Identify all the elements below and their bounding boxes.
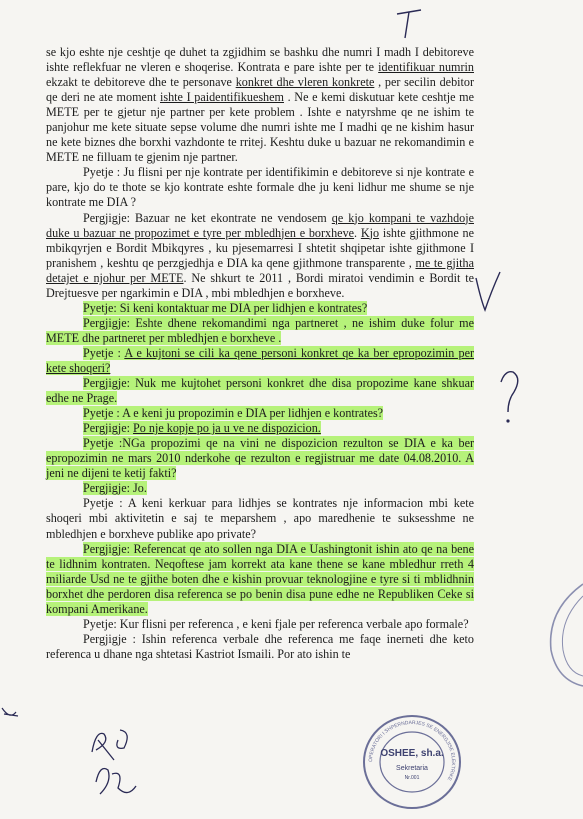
paragraph bbox=[46, 481, 474, 496]
highlighted-text: Pyetje: Si keni kontaktuar me DIA per lidhjen e kontrates? bbox=[83, 300, 368, 315]
paragraph bbox=[46, 211, 474, 301]
paragraph bbox=[46, 301, 474, 316]
paragraph-text: se kjo eshte nje ceshtje qe duhet ta zgjidhim se bashku dhe numri I madh I debitoreve ishte reflekfuar ne vleren e shoqerise. Kontrata e pare ishte per te bbox=[46, 45, 474, 75]
stamp-company: OSHEE, sh.a. bbox=[380, 748, 444, 759]
handwritten-signatures bbox=[0, 690, 160, 810]
highlighted-text: Pergjigje: Eshte dhene rekomandimi nga partneret , ne ishim duke folur me METE dhe partneret per mbledhjen e borxheve . bbox=[46, 315, 474, 345]
paragraph-text: Pergjigje : Ishin referenca verbale dhe referenca me faqe inerneti dhe keto referenca u dhane nga shtetasi Kastriot Ismaili. Por ato ishin te bbox=[46, 631, 474, 661]
highlighted-text: Po nje kopje po ja u ve ne dispozicion. bbox=[133, 421, 321, 436]
paragraph-text: . bbox=[354, 225, 361, 240]
paragraph-text: ekzakt te debitoreve dhe te personave bbox=[46, 75, 236, 90]
stamp-department: Sekretaria bbox=[396, 765, 428, 772]
highlighted-text: Pyetje :NGa propozimi qe na vini ne dispozicion rezulton se DIA e ka ber epropozimin ne mars 2010 nderkohe qe rezulton e regjistruar me date 04.08.2010. A jeni ne dijeni te ketij fakti? bbox=[46, 436, 474, 481]
paragraph-text: Pyetje : A keni kerkuar para lidhjes se kontrates nje informacion mbi kete shoqeri mbi aktivitetin e saj te meparshem , apo maredhenie te suksesshme ne mbledhjen e borxheve publike apo private? bbox=[46, 496, 474, 541]
highlighted-text: Pergjigje: bbox=[83, 421, 134, 436]
paragraph bbox=[46, 617, 474, 632]
highlighted-text: Pergjigje: Referencat qe ato sollen nga DIA e Uashingtonit ishin ato qe na bene te lidhnim kontraten. Neqoftese jam korrekt ata kane thene se kane mbledhur rreth 4 miliarde Usd ne te gjithe boten dhe e kishin provuar teknologjine e tyre si ti mblidhnin borxhet dhe perdoren disa referenca se po benin disa pune edhe ne Republiken Ceke si kompani Amerikane. bbox=[46, 541, 474, 616]
highlighted-text: Pyetje : bbox=[83, 345, 125, 360]
paragraph-text: konkret dhe vleren konkrete bbox=[235, 75, 375, 90]
partial-stamp-right-edge bbox=[545, 580, 583, 690]
highlighted-text: Pergjigje: Jo. bbox=[83, 481, 147, 496]
paragraph-text: , per secilin debitor qe deri ne ate moment bbox=[46, 75, 474, 105]
paragraph-text: Pergjigje: Bazuar ne ket ekontrate ne vendosem bbox=[83, 210, 332, 225]
highlighted-text: Pergjigje: Nuk me kujtohet personi konkret dhe disa propozime kane shkuar edhe ne Prage. bbox=[46, 376, 474, 406]
paragraph bbox=[46, 496, 474, 541]
paragraph-text: qe kjo kompani te vazhdoje duke u bazuar ne propozimet e tyre per mbledhjen e borxheve bbox=[46, 210, 474, 240]
paragraph bbox=[46, 436, 474, 481]
paragraph-text: identifikuar numrin bbox=[378, 60, 474, 75]
handwritten-question-mark bbox=[495, 368, 523, 428]
paragraph bbox=[46, 542, 474, 617]
paragraph bbox=[46, 346, 474, 376]
handwritten-mark-top bbox=[395, 4, 425, 44]
paragraph-text: Kjo bbox=[360, 225, 380, 240]
highlighted-text: A e kujtoni se cili ka qene personi konkret qe ka ber epropozimin per kete shoqeri? bbox=[46, 345, 474, 375]
paragraph-text: ishte gjithmone ne mbikqyrjen e Bordit Mbikqyres , ku pjesemarresi I shtetit shqipetar ishte gjithmone I pranishem , keshtu qe perzgjedhja e DIA ka qene gjithmone transparente , bbox=[46, 225, 474, 270]
paragraph bbox=[46, 45, 474, 165]
official-stamp bbox=[356, 712, 468, 812]
stamp-number: Nr.001 bbox=[404, 775, 420, 781]
paragraph bbox=[46, 406, 474, 421]
paragraph-text: ishte I paidentifikueshem bbox=[160, 90, 284, 105]
paragraph-text: . Ne e kemi diskutuar kete ceshtje me METE per te gjetur nje partner per kete problem . Ishte e natyrshme qe ne ishim te panjohur me kete situate sepse volume dhe numri ishte me I madhi qe ne kishim hasur ne kete biznes dhe borxhi vazhdonte te rritej. Keshtu duke u bazuar ne rekomandimin e METE ne filluam te gjenim nje partner. bbox=[46, 90, 474, 165]
paragraph bbox=[46, 632, 474, 662]
paragraph bbox=[46, 316, 474, 346]
paragraph bbox=[46, 421, 474, 436]
paragraph bbox=[46, 165, 474, 210]
paragraph-text: me te gjitha detajet e njohur per METE bbox=[46, 255, 474, 285]
paragraph-text: . Ne shkurt te 2011 , Bordi miratoi vendimin e Bordit te Drejtuesve per ngarkimin e DIA , mbi mbledhjen e borxheve. bbox=[46, 270, 474, 300]
highlighted-text: Pyetje : A e keni ju propozimin e DIA per lidhjen e kontrates? bbox=[83, 406, 384, 421]
document-body bbox=[46, 45, 474, 662]
paragraph bbox=[46, 376, 474, 406]
stamp-ring-text: OPERATORI I SHPERNDARJES SE ENERGJISE ELEKTRIKE bbox=[367, 719, 457, 782]
paragraph-text: Pyetje : Ju flisni per nje kontrate per identifikimin e debitoreve si nje kontrate e pare, kjo do te thote se kjo kontrate eshte formale dhe ju keni lidhur me shume se nje kontrate me DIA ? bbox=[46, 165, 474, 210]
handwritten-check-mark bbox=[473, 270, 503, 315]
paragraph-text: Pyetje: Kur flisni per referenca , e keni fjale per referenca verbale apo formale? bbox=[83, 616, 469, 631]
